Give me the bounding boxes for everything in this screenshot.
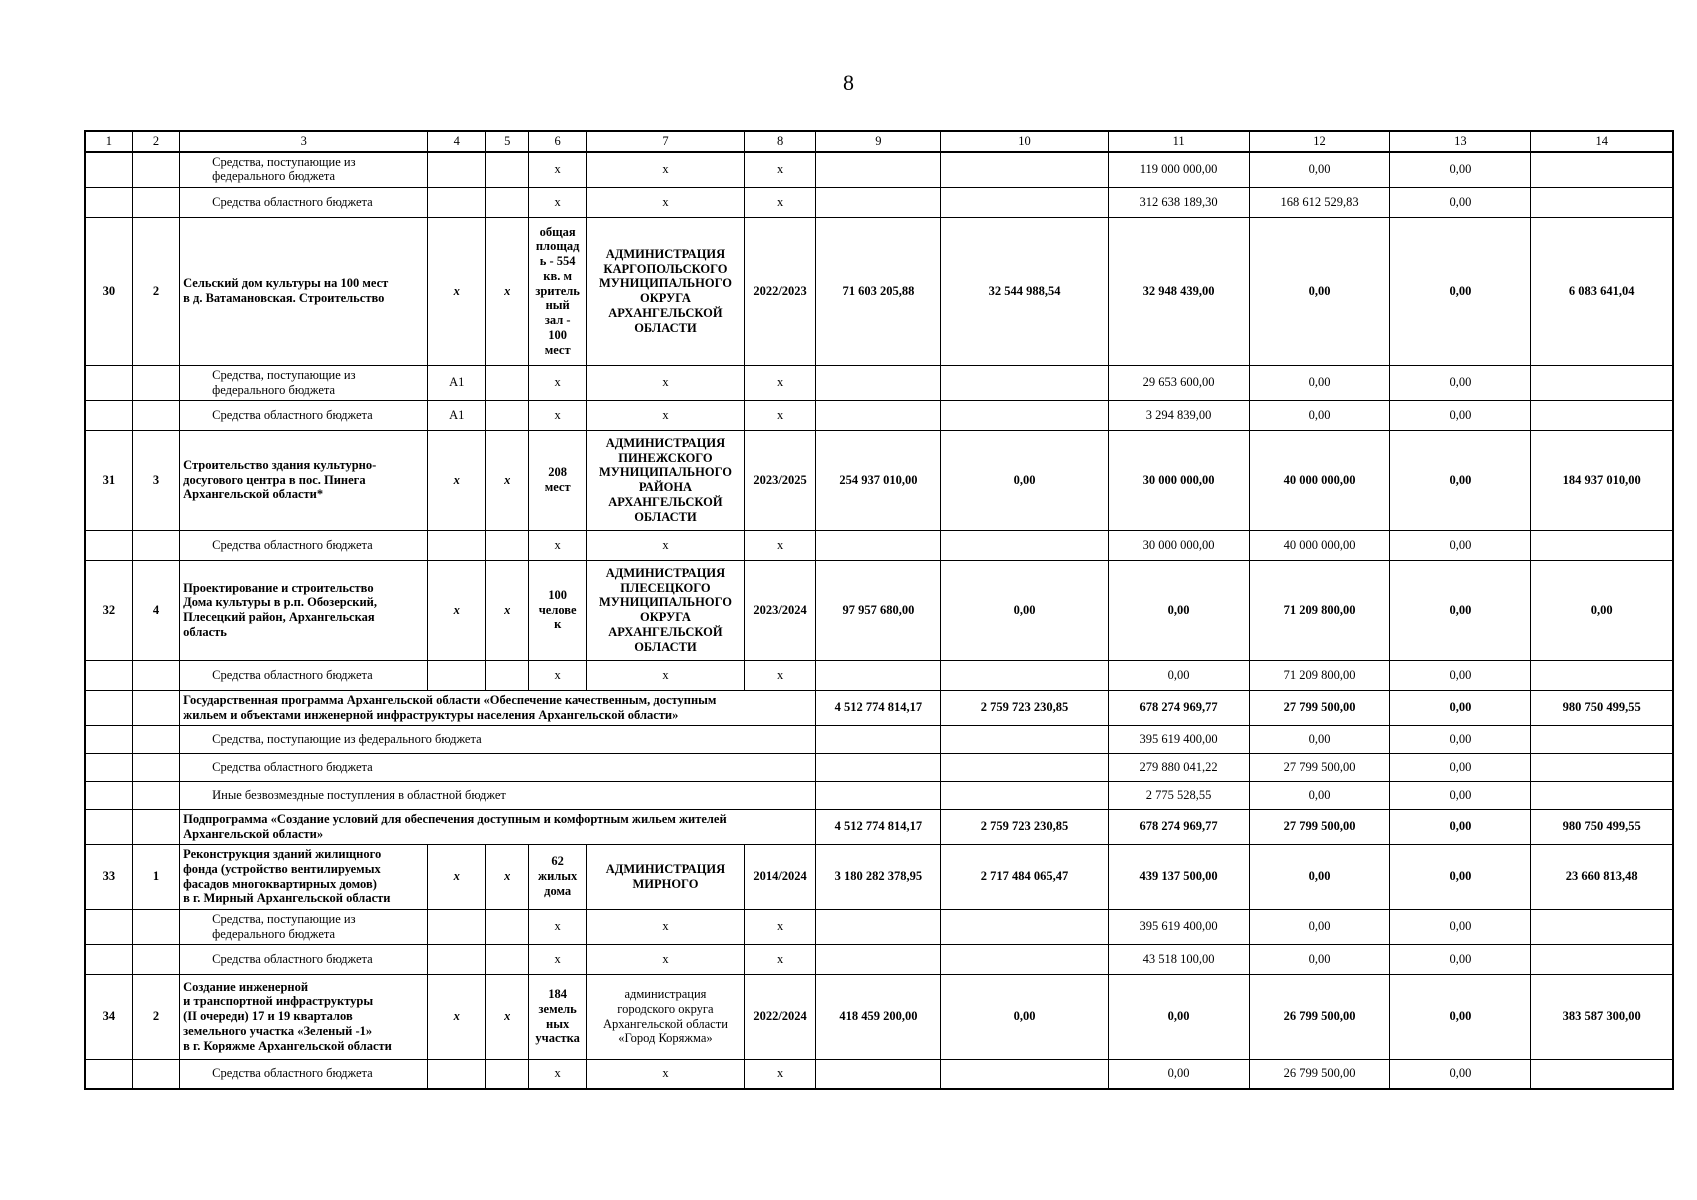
row-description: Средства, поступающие из федерального бюджета (180, 909, 428, 944)
table-cell: 26 799 500,00 (1249, 1059, 1390, 1089)
table-cell (85, 781, 132, 809)
table-cell: x (744, 909, 816, 944)
table-cell: 30 (85, 217, 132, 365)
table-cell (1531, 660, 1673, 690)
table-cell: x (587, 187, 745, 217)
column-number: 1 (85, 131, 132, 152)
table-cell (85, 152, 132, 187)
table-cell: 0,00 (1108, 560, 1249, 660)
table-cell: 184 937 010,00 (1531, 430, 1673, 530)
table-row (85, 690, 1673, 725)
table-cell: 312 638 189,30 (1108, 187, 1249, 217)
table-cell (132, 660, 179, 690)
table-cell: 0,00 (1390, 844, 1531, 909)
table-row (85, 187, 1673, 217)
table-header-row (85, 131, 1673, 152)
table-cell: АДМИНИСТРАЦИЯ ПИНЕЖСКОГО МУНИЦИПАЛЬНОГО РАЙОНА АРХАНГЕЛЬСКОЙ ОБЛАСТИ (587, 430, 745, 530)
table-cell (941, 365, 1108, 400)
row-description: Подпрограмма «Создание условий для обеспечения доступным и комфортным жильем жителей Архангельской области» (180, 809, 816, 844)
table-cell: 1 (132, 844, 179, 909)
table-cell: 2023/2025 (744, 430, 816, 530)
table-cell: x (486, 430, 529, 530)
table-cell: 0,00 (1390, 152, 1531, 187)
table-cell: 168 612 529,83 (1249, 187, 1390, 217)
table-cell: 2 759 723 230,85 (941, 690, 1108, 725)
table-cell: 3 (132, 430, 179, 530)
table-cell: x (428, 844, 486, 909)
table-row (85, 974, 1673, 1059)
table-cell (816, 365, 941, 400)
row-description: Средства, поступающие из федерального бюджета (180, 365, 428, 400)
table-row (85, 1059, 1673, 1089)
page-number: 8 (843, 70, 854, 95)
table-cell (1531, 725, 1673, 753)
table-cell: 30 000 000,00 (1108, 530, 1249, 560)
table-cell: 0,00 (1390, 781, 1531, 809)
table-cell: 418 459 200,00 (816, 974, 941, 1059)
table-row (85, 430, 1673, 530)
table-row (85, 781, 1673, 809)
table-cell: 0,00 (1249, 152, 1390, 187)
budget-table (84, 130, 1674, 1090)
table-cell: 0,00 (1390, 725, 1531, 753)
table-row (85, 660, 1673, 690)
table-row (85, 944, 1673, 974)
row-description: Средства областного бюджета (180, 530, 428, 560)
table-cell: 32 544 988,54 (941, 217, 1108, 365)
table-cell (1531, 1059, 1673, 1089)
table-cell: 0,00 (1108, 1059, 1249, 1089)
table-cell: x (529, 1059, 587, 1089)
table-cell (132, 530, 179, 560)
table-cell (941, 1059, 1108, 1089)
table-cell (428, 187, 486, 217)
table-cell: 34 (85, 974, 132, 1059)
table-cell (85, 690, 132, 725)
table-cell: 0,00 (1108, 974, 1249, 1059)
table-row (85, 152, 1673, 187)
column-number: 14 (1531, 131, 1673, 152)
table-cell: 2 759 723 230,85 (941, 809, 1108, 844)
table-cell (486, 944, 529, 974)
table-cell (1531, 753, 1673, 781)
table-cell (132, 1059, 179, 1089)
table-cell: x (486, 560, 529, 660)
table-cell (132, 400, 179, 430)
table-cell: 31 (85, 430, 132, 530)
table-cell: x (529, 660, 587, 690)
column-number: 4 (428, 131, 486, 152)
table-cell (85, 725, 132, 753)
table-cell (486, 400, 529, 430)
table-cell: 4 512 774 814,17 (816, 809, 941, 844)
table-cell: 27 799 500,00 (1249, 690, 1390, 725)
table-row (85, 725, 1673, 753)
table-cell: 3 294 839,00 (1108, 400, 1249, 430)
table-cell (132, 781, 179, 809)
table-cell: 2 775 528,55 (1108, 781, 1249, 809)
table-cell (1531, 152, 1673, 187)
table-cell: 6 083 641,04 (1531, 217, 1673, 365)
row-description: Иные безвозмездные поступления в областной бюджет (180, 781, 816, 809)
table-cell (941, 944, 1108, 974)
table-cell (941, 725, 1108, 753)
table-row (85, 530, 1673, 560)
table-cell: x (486, 844, 529, 909)
table-cell: 4 (132, 560, 179, 660)
column-number: 13 (1390, 131, 1531, 152)
table-cell: 395 619 400,00 (1108, 909, 1249, 944)
table-cell: 439 137 500,00 (1108, 844, 1249, 909)
table-cell: x (428, 974, 486, 1059)
table-cell: 0,00 (1390, 690, 1531, 725)
table-row (85, 365, 1673, 400)
table-cell: 71 209 800,00 (1249, 660, 1390, 690)
table-cell (816, 152, 941, 187)
table-cell: 4 512 774 814,17 (816, 690, 941, 725)
table-cell: x (744, 530, 816, 560)
table-row (85, 844, 1673, 909)
table-cell: 29 653 600,00 (1108, 365, 1249, 400)
column-number: 9 (816, 131, 941, 152)
table-cell (816, 944, 941, 974)
table-cell (1531, 944, 1673, 974)
table-cell (486, 909, 529, 944)
table-cell: 0,00 (1390, 530, 1531, 560)
table-cell (486, 1059, 529, 1089)
table-cell: 100 челове к (529, 560, 587, 660)
table-cell: x (587, 400, 745, 430)
table-cell (132, 753, 179, 781)
table-cell (85, 660, 132, 690)
table-cell: 0,00 (1249, 365, 1390, 400)
table-cell: 27 799 500,00 (1249, 753, 1390, 781)
row-description: Создание инженерной и транспортной инфраструктуры (II очереди) 17 и 19 кварталов земельного участка «Зеленый -1» в г. Коряжме Архангельской области (180, 974, 428, 1059)
table-cell (941, 660, 1108, 690)
table-cell (132, 152, 179, 187)
table-cell: 62 жилых дома (529, 844, 587, 909)
table-cell: 97 957 680,00 (816, 560, 941, 660)
table-cell (428, 909, 486, 944)
column-number: 5 (486, 131, 529, 152)
table-cell: 32 (85, 560, 132, 660)
table-cell: x (486, 974, 529, 1059)
table-cell: 0,00 (1390, 974, 1531, 1059)
table-cell (941, 400, 1108, 430)
table-cell (816, 753, 941, 781)
table-row (85, 400, 1673, 430)
table-cell (941, 152, 1108, 187)
table-cell (132, 187, 179, 217)
table-cell: 0,00 (1390, 400, 1531, 430)
table-cell: 0,00 (1249, 725, 1390, 753)
table-cell: x (529, 187, 587, 217)
table-cell: x (529, 944, 587, 974)
table-cell (816, 660, 941, 690)
table-cell: x (529, 530, 587, 560)
table-cell: 0,00 (1249, 844, 1390, 909)
table-cell: x (587, 909, 745, 944)
table-cell: 2014/2024 (744, 844, 816, 909)
table-cell: x (587, 365, 745, 400)
table-cell: 0,00 (1390, 944, 1531, 974)
table-cell (1531, 365, 1673, 400)
column-number: 11 (1108, 131, 1249, 152)
table-cell: 678 274 969,77 (1108, 809, 1249, 844)
table-cell (816, 1059, 941, 1089)
table-cell (132, 909, 179, 944)
table-cell: x (486, 217, 529, 365)
table-cell (85, 909, 132, 944)
table-cell: администрация городского округа Архангельской области «Город Коряжма» (587, 974, 745, 1059)
table-cell: 0,00 (1108, 660, 1249, 690)
table-cell (486, 530, 529, 560)
table-cell: 0,00 (1390, 430, 1531, 530)
column-number: 7 (587, 131, 745, 152)
table-row (85, 217, 1673, 365)
table-cell (132, 944, 179, 974)
table-cell: x (529, 365, 587, 400)
table-cell (816, 187, 941, 217)
table-cell: 0,00 (1390, 187, 1531, 217)
table-cell: 0,00 (1249, 400, 1390, 430)
column-number: 2 (132, 131, 179, 152)
row-description: Государственная программа Архангельской области «Обеспечение качественным, доступным жильем и объектами инженерной инфраструктуры населения Архангельской области» (180, 690, 816, 725)
table-cell (85, 753, 132, 781)
column-number: 8 (744, 131, 816, 152)
table-cell: 2 (132, 217, 179, 365)
table-cell: 395 619 400,00 (1108, 725, 1249, 753)
row-description: Строительство здания культурно- досугового центра в пос. Пинега Архангельской области* (180, 430, 428, 530)
table-cell: x (587, 660, 745, 690)
table-cell: 26 799 500,00 (1249, 974, 1390, 1059)
table-cell: 0,00 (941, 974, 1108, 1059)
table-cell: 32 948 439,00 (1108, 217, 1249, 365)
row-description: Реконструкция зданий жилищного фонда (устройство вентилируемых фасадов многоквартирных домов) в г. Мирный Архангельской области (180, 844, 428, 909)
table-cell (85, 944, 132, 974)
table-cell (85, 809, 132, 844)
table-cell: 279 880 041,22 (1108, 753, 1249, 781)
table-cell (816, 781, 941, 809)
row-description: Средства областного бюджета (180, 187, 428, 217)
table-cell (132, 809, 179, 844)
table-cell: 254 937 010,00 (816, 430, 941, 530)
table-cell: 0,00 (1390, 1059, 1531, 1089)
table-cell: 0,00 (1249, 944, 1390, 974)
table-cell: 0,00 (1249, 909, 1390, 944)
table-cell: x (744, 187, 816, 217)
column-number: 10 (941, 131, 1108, 152)
table-cell: 27 799 500,00 (1249, 809, 1390, 844)
table-cell: 0,00 (1390, 809, 1531, 844)
table-cell: x (587, 1059, 745, 1089)
table-cell: x (529, 909, 587, 944)
table-row (85, 560, 1673, 660)
table-cell: 2022/2023 (744, 217, 816, 365)
table-cell (85, 400, 132, 430)
table-cell: 0,00 (1390, 660, 1531, 690)
table-cell (816, 725, 941, 753)
table-cell: 980 750 499,55 (1531, 690, 1673, 725)
table-cell: 71 603 205,88 (816, 217, 941, 365)
table-cell: x (587, 152, 745, 187)
table-cell: 0,00 (1390, 365, 1531, 400)
row-description: Проектирование и строительство Дома культуры в р.п. Обозерский, Плесецкий район, Архангельская область (180, 560, 428, 660)
table-cell: 0,00 (941, 560, 1108, 660)
table-cell (941, 781, 1108, 809)
table-cell: 0,00 (1390, 909, 1531, 944)
row-description: Средства, поступающие из федерального бюджета (180, 152, 428, 187)
table-cell: x (587, 530, 745, 560)
table-cell (1531, 781, 1673, 809)
table-cell (816, 530, 941, 560)
table-row (85, 753, 1673, 781)
table-cell (816, 909, 941, 944)
table-cell: 0,00 (1390, 560, 1531, 660)
table-cell: x (744, 152, 816, 187)
table-cell (941, 909, 1108, 944)
table-cell: 71 209 800,00 (1249, 560, 1390, 660)
table-cell: А1 (428, 400, 486, 430)
table-cell (941, 753, 1108, 781)
table-cell: x (428, 217, 486, 365)
table-cell: 383 587 300,00 (1531, 974, 1673, 1059)
table-cell: x (744, 1059, 816, 1089)
column-number: 6 (529, 131, 587, 152)
table-cell (1531, 530, 1673, 560)
column-number: 3 (180, 131, 428, 152)
table-cell (85, 1059, 132, 1089)
table-cell (428, 660, 486, 690)
table-cell: А1 (428, 365, 486, 400)
table-cell: 0,00 (1390, 217, 1531, 365)
table-cell: 2022/2024 (744, 974, 816, 1059)
table-row (85, 809, 1673, 844)
table-cell: x (587, 944, 745, 974)
table-cell: АДМИНИСТРАЦИЯ МИРНОГО (587, 844, 745, 909)
row-description: Средства областного бюджета (180, 944, 428, 974)
table-cell (1531, 909, 1673, 944)
table-cell (428, 152, 486, 187)
table-cell: 678 274 969,77 (1108, 690, 1249, 725)
table-cell: x (529, 152, 587, 187)
table-cell (132, 690, 179, 725)
column-number: 12 (1249, 131, 1390, 152)
table-cell (85, 530, 132, 560)
table-cell (1531, 400, 1673, 430)
table-cell: 40 000 000,00 (1249, 530, 1390, 560)
table-cell: 43 518 100,00 (1108, 944, 1249, 974)
table-cell: 0,00 (1390, 753, 1531, 781)
table-row (85, 909, 1673, 944)
table-cell: 184 земель ных участка (529, 974, 587, 1059)
table-cell: x (744, 365, 816, 400)
table-cell: 40 000 000,00 (1249, 430, 1390, 530)
table-cell: 208 мест (529, 430, 587, 530)
table-cell (486, 152, 529, 187)
row-description: Средства областного бюджета (180, 400, 428, 430)
table-cell: 0,00 (1249, 781, 1390, 809)
table-cell (486, 365, 529, 400)
table-cell: x (428, 560, 486, 660)
table-cell: 23 660 813,48 (1531, 844, 1673, 909)
table-cell: 30 000 000,00 (1108, 430, 1249, 530)
table-cell (85, 365, 132, 400)
table-cell (428, 944, 486, 974)
table-cell: общая площад ь - 554 кв. м зритель ный зал - 100 мест (529, 217, 587, 365)
table-cell: x (744, 944, 816, 974)
row-description: Средства областного бюджета (180, 1059, 428, 1089)
table-cell: x (428, 430, 486, 530)
row-description: Средства областного бюджета (180, 753, 816, 781)
table-cell (428, 1059, 486, 1089)
row-description: Средства областного бюджета (180, 660, 428, 690)
table-cell: 0,00 (1249, 217, 1390, 365)
table-cell: АДМИНИСТРАЦИЯ КАРГОПОЛЬСКОГО МУНИЦИПАЛЬНОГО ОКРУГА АРХАНГЕЛЬСКОЙ ОБЛАСТИ (587, 217, 745, 365)
table-cell (85, 187, 132, 217)
table-cell: 0,00 (941, 430, 1108, 530)
table-cell: 3 180 282 378,95 (816, 844, 941, 909)
table-cell (486, 187, 529, 217)
table-cell: 2023/2024 (744, 560, 816, 660)
row-description: Средства, поступающие из федерального бюджета (180, 725, 816, 753)
table-cell (816, 400, 941, 430)
table-cell: x (529, 400, 587, 430)
table-cell (132, 365, 179, 400)
table-cell: x (744, 660, 816, 690)
table-cell: 2 717 484 065,47 (941, 844, 1108, 909)
table-cell: 119 000 000,00 (1108, 152, 1249, 187)
table-cell (1531, 187, 1673, 217)
table-cell (486, 660, 529, 690)
row-description: Сельский дом культуры на 100 мест в д. Ватамановская. Строительство (180, 217, 428, 365)
table-cell: 33 (85, 844, 132, 909)
table-cell (941, 530, 1108, 560)
table-cell: x (744, 400, 816, 430)
table-cell (941, 187, 1108, 217)
table-cell: 0,00 (1531, 560, 1673, 660)
table-cell (428, 530, 486, 560)
table-cell: 980 750 499,55 (1531, 809, 1673, 844)
table-cell: АДМИНИСТРАЦИЯ ПЛЕСЕЦКОГО МУНИЦИПАЛЬНОГО ОКРУГА АРХАНГЕЛЬСКОЙ ОБЛАСТИ (587, 560, 745, 660)
table-cell: 2 (132, 974, 179, 1059)
table-cell (132, 725, 179, 753)
